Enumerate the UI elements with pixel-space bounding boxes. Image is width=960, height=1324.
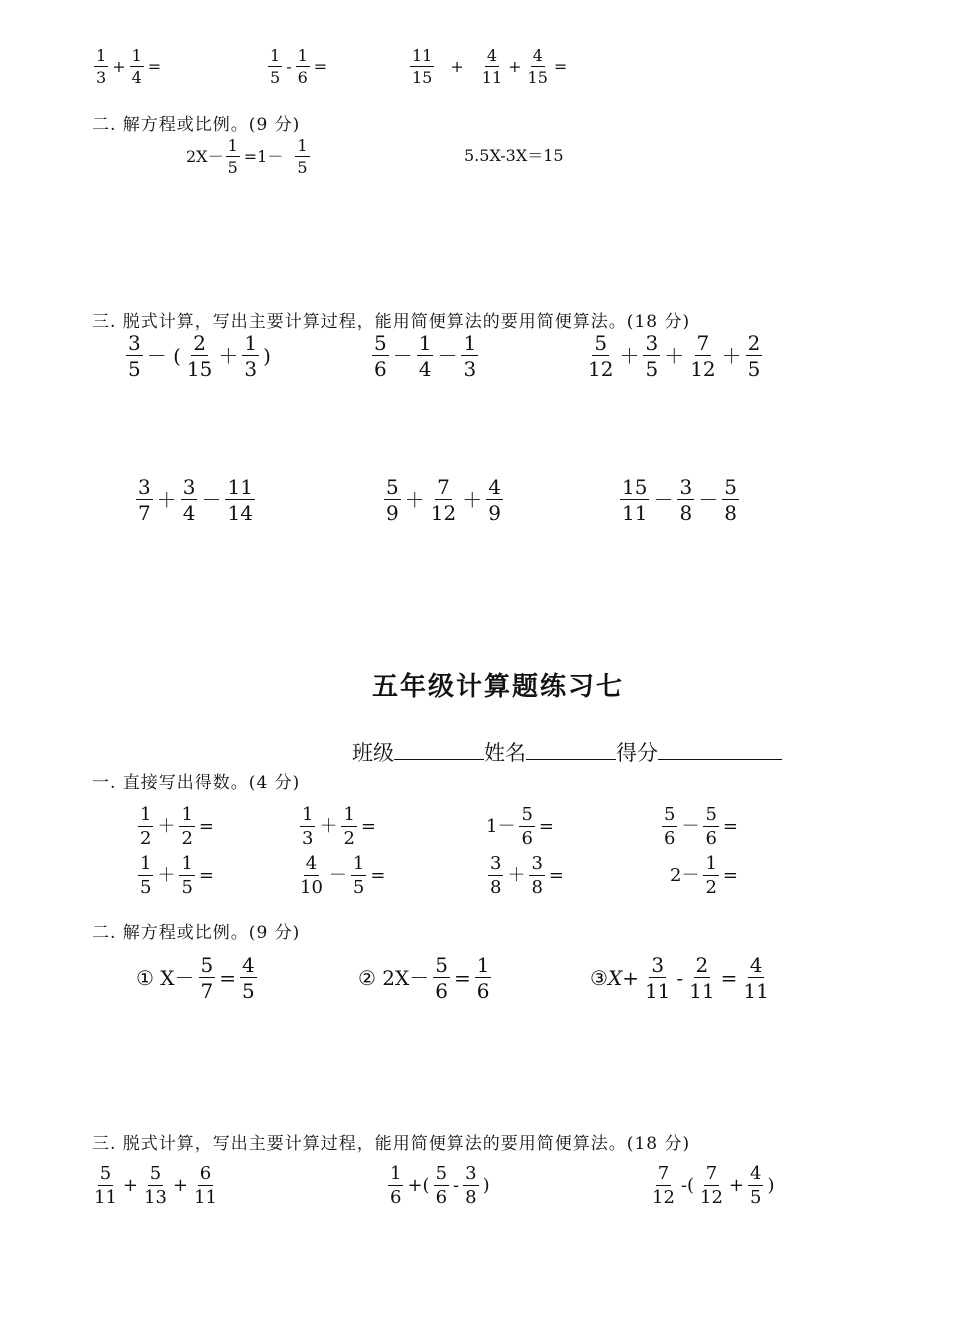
p7-s2-equation-2: ② 2X－ $\frac{5}{6}$ = $\frac{1}{6}$ (358, 953, 490, 1003)
top-sec3-expr-4: $\frac{3}{7}$ ＋ $\frac{3}{4}$ － $\frac{11}{14}$ (138, 475, 253, 525)
p7-s1-expr-7: $\frac{3}{8}$ ＋ $\frac{3}{8}$ = (490, 853, 564, 898)
top-sec3-expr-6: $\frac{15}{11}$ － $\frac{3}{8}$ － $\frac{5}{8}$ (622, 475, 737, 525)
top-equation-1: 2X－ $\frac{1}{5}$ =1－ $\frac{1}{5}$ (186, 136, 308, 177)
p7-s3-expr-3: $\frac{7}{12}$ -( $\frac{7}{12}$ + $\frac{4}{5}$ ) (652, 1163, 775, 1208)
top-expression-3: $\frac{11}{15}$ + $\frac{4}{11}$ + $\frac{4}{15}$ = (412, 46, 568, 87)
p7-s1-expr-4: $\frac{5}{6}$ － $\frac{5}{6}$ = (664, 804, 738, 849)
p7-s2-equation-3: ③X+ $\frac{3}{11}$ - $\frac{2}{11}$ = $\frac{4}{11}$ (590, 953, 769, 1003)
score-label: 得分 (616, 741, 658, 765)
top-equation-2: 5.5X-3X＝15 (464, 146, 564, 165)
top-sec3-expr-1: $\frac{3}{5}$ － ( $\frac{2}{15}$ ＋ $\frac{1}{3}$ ) (128, 331, 271, 381)
name-label: 姓名 (484, 741, 526, 765)
p7-s1-expr-8: 2－ $\frac{1}{2}$ = (670, 853, 738, 898)
student-info-line (352, 737, 782, 767)
top-expression-2: $\frac{1}{5}$ - $\frac{1}{6}$ = (270, 46, 328, 87)
p7-s1-expr-2: $\frac{1}{3}$ ＋ $\frac{1}{2}$ = (302, 804, 376, 849)
p7-section-2-heading: 二. 解方程或比例。(9 分) (92, 923, 301, 943)
name-blank[interactable] (526, 741, 616, 760)
p7-s1-expr-6: $\frac{4}{10}$ － $\frac{1}{5}$ = (300, 853, 386, 898)
p7-s3-expr-2: $\frac{1}{6}$ +( $\frac{5}{6}$ - $\frac{3}{8}$ ) (390, 1163, 490, 1208)
p7-section-3-heading: 三. 脱式计算，写出主要计算过程，能用简便算法的要用简便算法。(18 分) (92, 1134, 691, 1154)
top-section-2-heading: 二. 解方程或比例。(9 分) (92, 115, 301, 135)
class-label: 班级 (352, 741, 394, 765)
p7-s2-equation-1: ① X－ $\frac{5}{7}$ = $\frac{4}{5}$ (136, 953, 255, 1003)
p7-s3-expr-1: $\frac{5}{11}$ + $\frac{5}{13}$ + $\frac{6}{11}$ (94, 1163, 217, 1208)
top-section-3-heading: 三. 脱式计算，写出主要计算过程，能用简便算法的要用简便算法。(18 分) (92, 312, 691, 332)
p7-s1-expr-5: $\frac{1}{5}$ ＋ $\frac{1}{5}$ = (140, 853, 214, 898)
p7-s1-expr-1: $\frac{1}{2}$ ＋ $\frac{1}{2}$ = (140, 804, 214, 849)
top-sec3-expr-5: $\frac{5}{9}$ ＋ $\frac{7}{12}$ ＋ $\frac{4}{9}$ (386, 475, 501, 525)
top-sec3-expr-3: $\frac{5}{12}$ ＋ $\frac{3}{5}$ ＋ $\frac{7}{12}$ ＋ $\frac{2}{5}$ (588, 331, 761, 381)
p7-s1-expr-3: 1－ $\frac{5}{6}$ = (486, 804, 554, 849)
worksheet-title: 五年级计算题练习七 (372, 672, 625, 702)
score-blank[interactable] (658, 741, 782, 760)
top-expression-1: $\frac{1}{3}$ + $\frac{1}{4}$ = (96, 46, 162, 87)
p7-section-1-heading: 一. 直接写出得数。(4 分) (92, 773, 301, 793)
top-sec3-expr-2: $\frac{5}{6}$ － $\frac{1}{4}$ － $\frac{1}{3}$ (374, 331, 477, 381)
class-blank[interactable] (394, 741, 484, 760)
